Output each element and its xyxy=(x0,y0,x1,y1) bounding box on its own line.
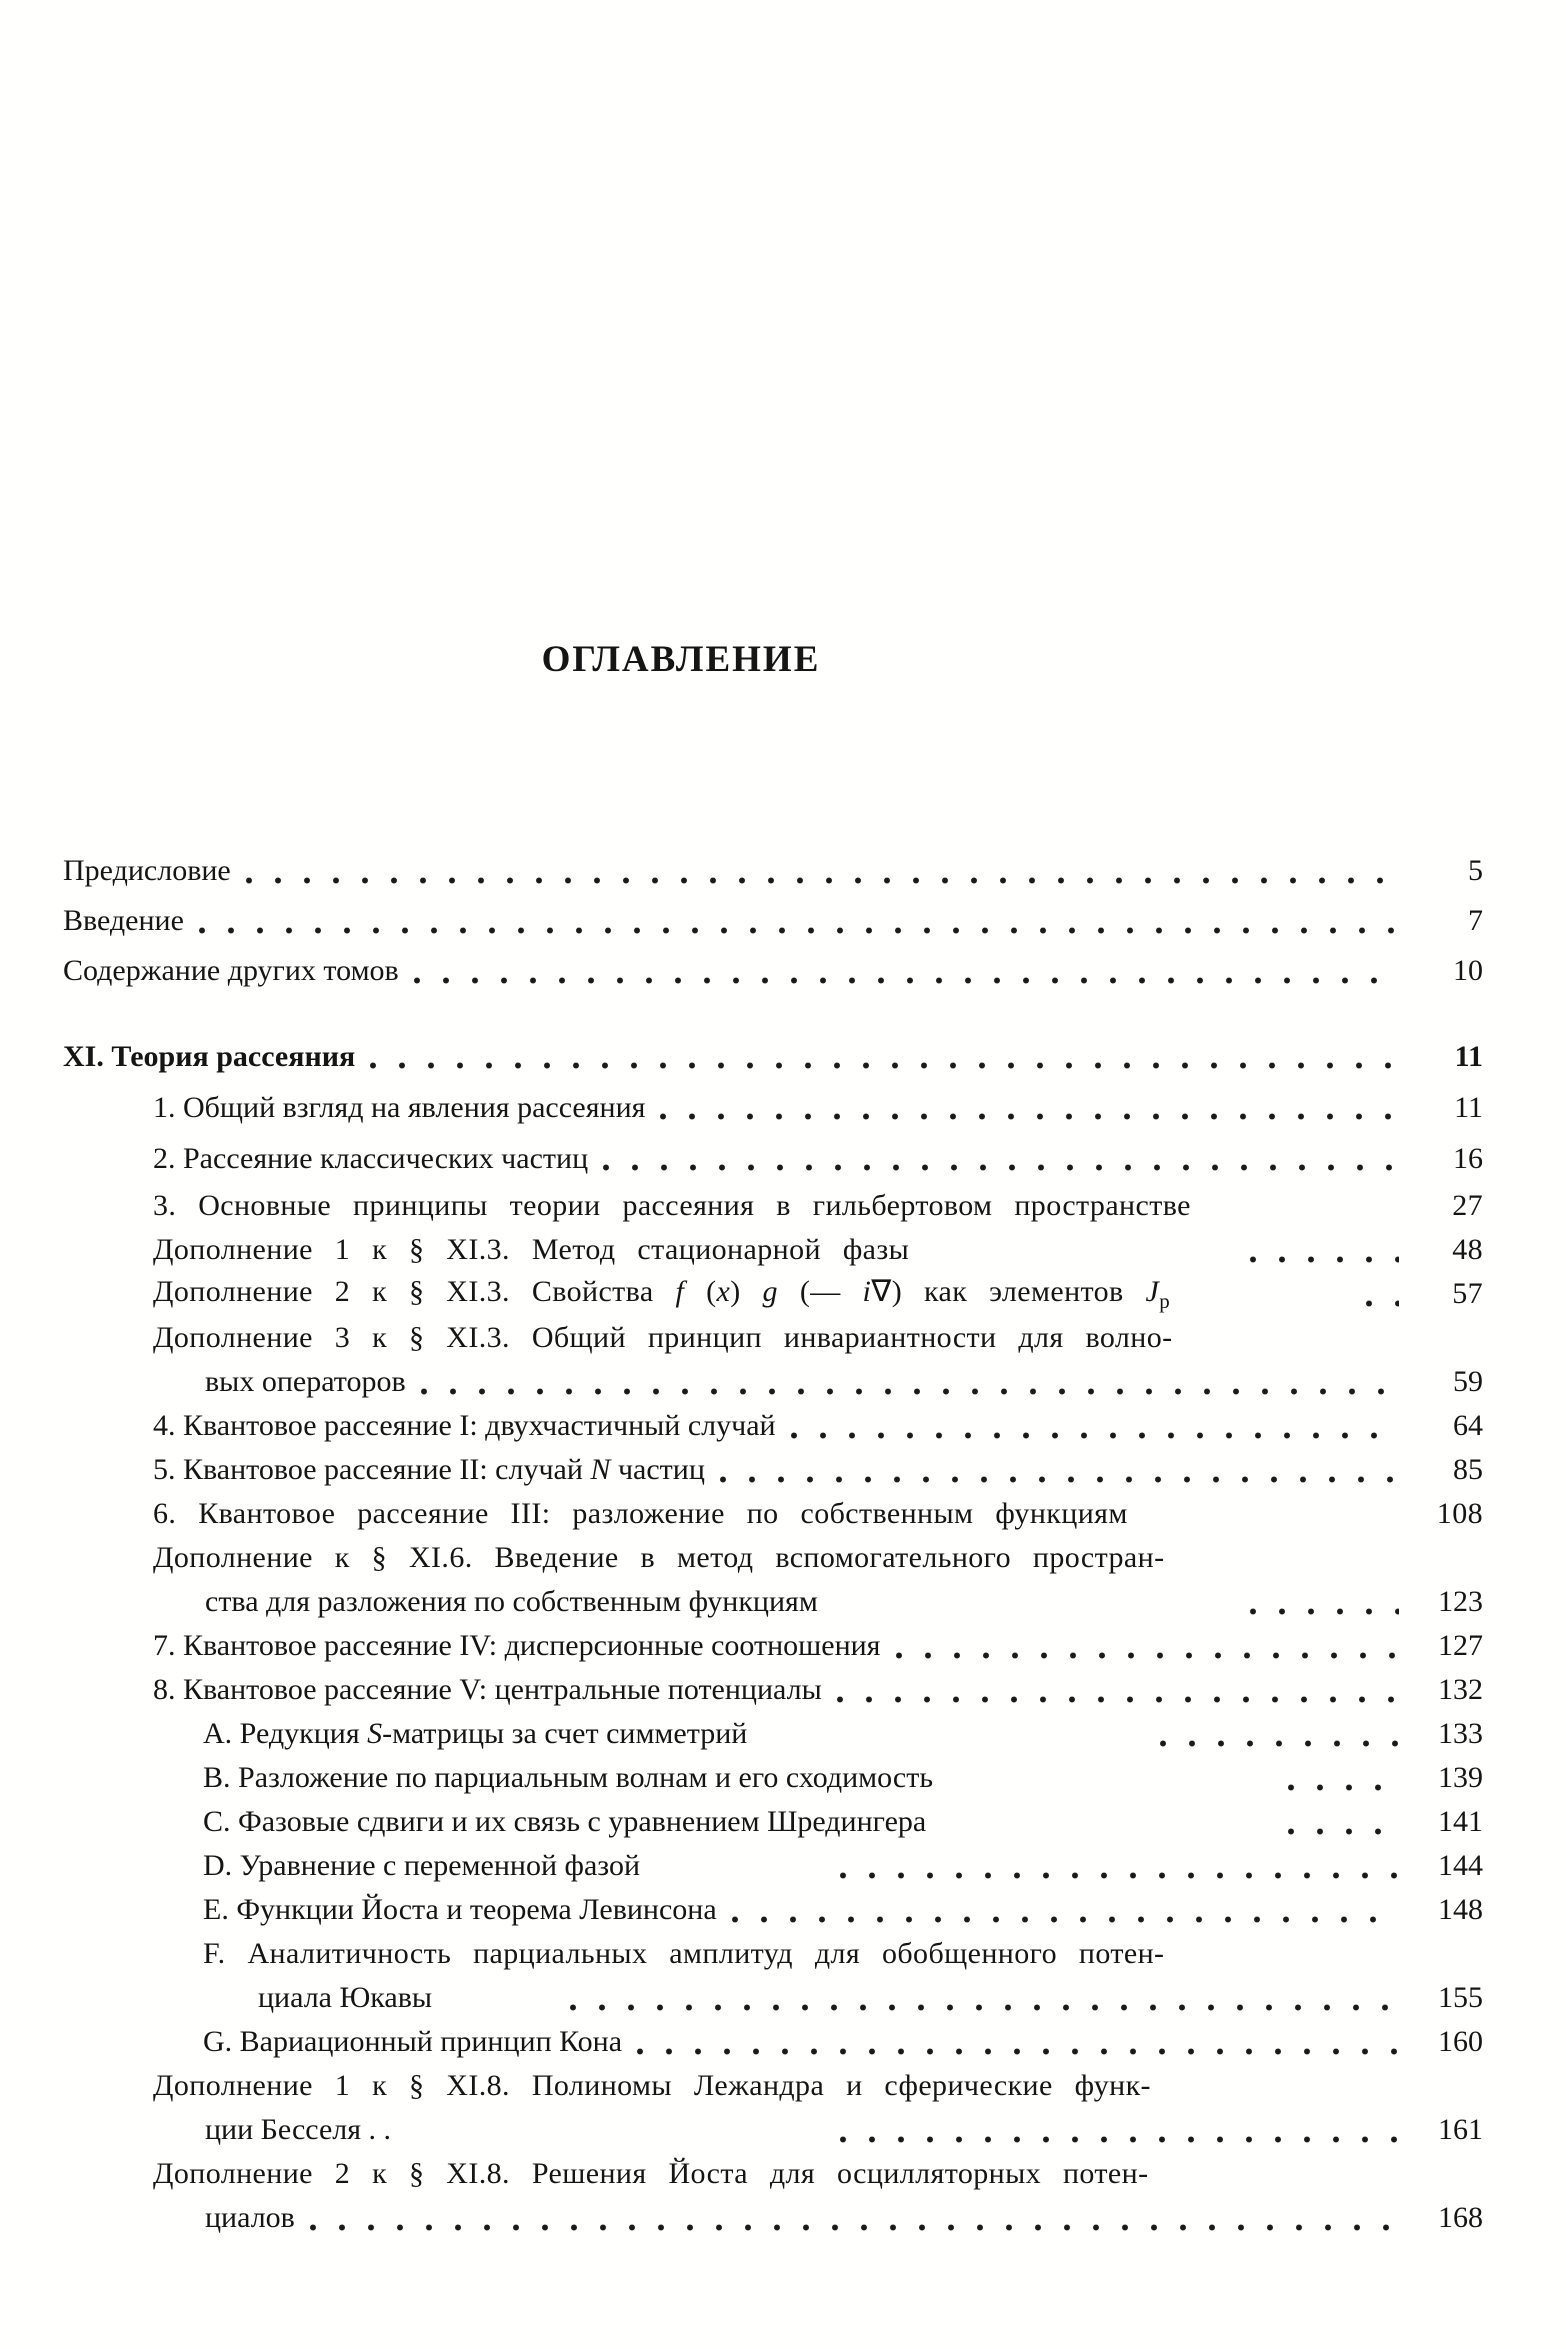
page-number: 141 xyxy=(1438,1805,1483,1838)
toc-entry xyxy=(63,1228,1483,1272)
entry-title: 4. Квантовое рассеяние I: двухчастичный случай xyxy=(153,1409,776,1442)
toc-entry xyxy=(63,1492,1483,1536)
entry-title: Дополнение 1 к § XI.3. Метод стационарной фазы xyxy=(153,1233,910,1266)
entry-title: 6. Квантовое рассеяние III: разложение по собственным функциям xyxy=(153,1497,1128,1530)
page-number: 11 xyxy=(1454,1090,1483,1124)
toc-entry xyxy=(63,946,1483,996)
toc-entry xyxy=(63,1756,1483,1800)
toc-entry xyxy=(63,1668,1483,1712)
dot-leader xyxy=(839,1871,1399,1880)
toc-entry xyxy=(63,846,1483,896)
dot-leader xyxy=(659,1112,1399,1121)
table-of-contents xyxy=(63,846,1483,2240)
toc-entry xyxy=(63,1184,1483,1228)
entry-title: C. Фазовые сдвиги и их связь с уравнением Шредингера xyxy=(203,1805,927,1838)
page-number: 139 xyxy=(1438,1761,1483,1794)
toc-entry xyxy=(63,1360,1483,1404)
entry-title: Предисловие xyxy=(63,854,231,887)
entry-title: Введение xyxy=(63,904,184,937)
toc-entry xyxy=(63,1580,1483,1624)
toc-entry xyxy=(63,1976,1483,2020)
dot-leader xyxy=(1187,1343,1399,1352)
dot-leader xyxy=(1205,1211,1399,1220)
toc-entry xyxy=(63,1932,1483,1976)
entry-title: B. Разложение по парциальным волнам и его сходимость xyxy=(203,1761,934,1794)
entry-title: 3. Основные принципы теории рассеяния в гильбертовом пространстве xyxy=(153,1189,1191,1222)
toc-entry xyxy=(63,2196,1483,2240)
page-number: 127 xyxy=(1438,1629,1483,1662)
toc-entry xyxy=(63,896,1483,946)
toc-entry xyxy=(63,1031,1483,1082)
page-number: 85 xyxy=(1453,1453,1483,1486)
dot-leader xyxy=(245,876,1399,885)
dot-leader xyxy=(369,1061,1399,1070)
dot-leader xyxy=(569,2003,1399,2012)
toc-entry xyxy=(63,1624,1483,1668)
dot-leader xyxy=(1287,1783,1399,1792)
entry-title: Дополнение 3 к § XI.3. Общий принцип инвариантности для волно- xyxy=(153,1321,1173,1354)
entry-title: ции Бесселя . . xyxy=(205,2113,392,2146)
dot-leader xyxy=(895,1651,1400,1660)
entry-title: 2. Рассеяние классических частиц xyxy=(153,1141,589,1175)
dot-leader xyxy=(1159,1739,1399,1748)
dot-leader xyxy=(413,976,1399,985)
dot-leader xyxy=(719,1475,1399,1484)
page-number: 10 xyxy=(1453,954,1483,987)
toc-entry xyxy=(63,1082,1483,1133)
entry-title: G. Вариационный принцип Кона xyxy=(203,2025,623,2058)
page-number: 148 xyxy=(1438,1893,1483,1926)
dot-leader xyxy=(420,1387,1399,1396)
page-number: 11 xyxy=(1454,1039,1483,1073)
dot-leader xyxy=(1249,1607,1399,1616)
dot-leader xyxy=(790,1431,1399,1440)
entry-title: ства для разложения по собственным функциям xyxy=(205,1585,818,1618)
dot-leader xyxy=(1249,1255,1399,1264)
toc-entry xyxy=(63,1448,1483,1492)
toc-entry xyxy=(63,2064,1483,2108)
dot-leader xyxy=(198,926,1399,935)
page-number: 133 xyxy=(1438,1717,1483,1750)
entry-title: D. Уравнение с переменной фазой xyxy=(203,1849,640,1882)
page-number: 64 xyxy=(1453,1409,1483,1442)
entry-title: E. Функции Йоста и теорема Левинсона xyxy=(203,1893,717,1926)
entry-title: 5. Квантовое рассеяние II: случай N частиц xyxy=(153,1453,705,1486)
page-title: ОГЛАВЛЕНИЕ xyxy=(541,639,821,680)
toc-entry xyxy=(63,2108,1483,2152)
dot-leader xyxy=(1365,1299,1399,1308)
page-number: 123 xyxy=(1438,1585,1483,1618)
page-number: 155 xyxy=(1438,1981,1483,2014)
entry-title: A. Редукция S-матрицы за счет симметрий xyxy=(203,1717,748,1750)
page-number: 5 xyxy=(1468,854,1483,887)
dot-leader xyxy=(1287,1827,1399,1836)
dot-leader xyxy=(1178,1959,1399,1968)
entry-title: 7. Квантовое рассеяние IV: дисперсионные соотношения xyxy=(153,1629,881,1662)
dot-leader xyxy=(309,2223,1399,2232)
entry-title: Содержание других томов xyxy=(63,954,399,987)
dot-leader xyxy=(1178,1563,1399,1572)
dot-leader xyxy=(1165,2091,1399,2100)
page-number: 144 xyxy=(1438,1849,1483,1882)
entry-title: Дополнение 2 к § XI.8. Решения Йоста для осцилляторных потен- xyxy=(153,2157,1149,2190)
entry-title: 8. Квантовое рассеяние V: центральные потенциалы xyxy=(153,1673,822,1706)
dot-leader xyxy=(1162,2179,1399,2188)
entry-title: F. Аналитичность парциальных амплитуд для обобщенного потен- xyxy=(203,1937,1165,1970)
page-number: 132 xyxy=(1438,1673,1483,1706)
dot-leader xyxy=(836,1695,1399,1704)
entry-title: циалов xyxy=(205,2201,295,2234)
toc-entry xyxy=(63,1404,1483,1448)
toc-entry xyxy=(63,1888,1483,1932)
page-number: 16 xyxy=(1453,1141,1483,1175)
toc-entry xyxy=(63,1316,1483,1360)
entry-title: циала Юкавы xyxy=(258,1981,433,2014)
page-number: 57 xyxy=(1452,1277,1483,1310)
toc-entry xyxy=(63,1800,1483,1844)
entry-title: XI. Теория рассеяния xyxy=(63,1039,356,1073)
entry-title: Дополнение к § XI.6. Введение в метод вспомогательного простран- xyxy=(153,1541,1165,1574)
dot-leader xyxy=(839,2135,1399,2144)
page-number: 108 xyxy=(1436,1497,1483,1530)
page-number: 168 xyxy=(1438,2201,1483,2234)
toc-entry xyxy=(63,1133,1483,1184)
entry-title: Дополнение 1 к § XI.8. Полиномы Лежандра и сферические функ- xyxy=(153,2069,1151,2102)
entry-title: Дополнение 2 к § XI.3. Свойства f (x) g (— i∇) как элементов $J_p$ xyxy=(153,1274,1171,1313)
page-number: 161 xyxy=(1438,2113,1483,2146)
toc-entry xyxy=(63,1844,1483,1888)
dot-leader xyxy=(731,1915,1399,1924)
toc-entry xyxy=(63,2152,1483,2196)
page-number: 59 xyxy=(1453,1365,1483,1398)
toc-entry xyxy=(63,1712,1483,1756)
page-number: 7 xyxy=(1468,904,1483,937)
toc-entry xyxy=(63,2020,1483,2064)
entry-title: 1. Общий взгляд на явления рассеяния xyxy=(153,1090,646,1124)
entry-title: вых операторов xyxy=(205,1365,406,1398)
page-number: 27 xyxy=(1452,1189,1483,1222)
dot-leader xyxy=(1142,1519,1399,1528)
toc-entry xyxy=(63,1536,1483,1580)
page-number: 48 xyxy=(1452,1233,1483,1266)
toc-entry xyxy=(63,1272,1483,1316)
dot-leader xyxy=(636,2047,1399,2056)
dot-leader xyxy=(602,1163,1399,1172)
page-number: 160 xyxy=(1438,2025,1483,2058)
